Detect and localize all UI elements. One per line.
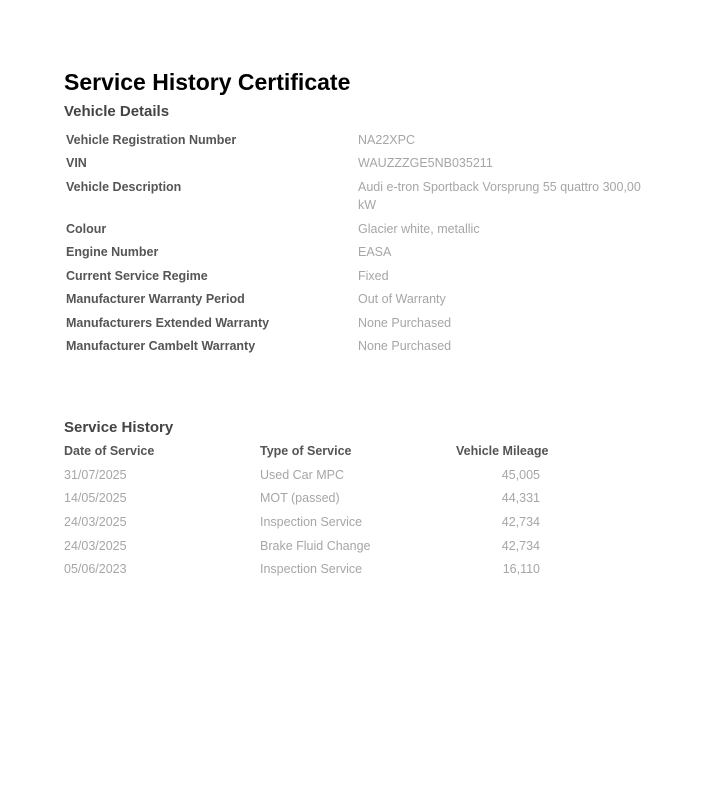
detail-label: Vehicle Registration Number bbox=[66, 132, 237, 147]
detail-row-cambelt-warranty bbox=[66, 335, 654, 359]
service-history-heading: Service History bbox=[64, 419, 174, 436]
vehicle-details-table bbox=[66, 128, 654, 358]
service-mileage: 44,331 bbox=[501, 491, 540, 506]
detail-row-extended-warranty bbox=[66, 311, 654, 335]
detail-row-vin bbox=[66, 152, 654, 176]
detail-row-engine-number bbox=[66, 241, 654, 265]
detail-value: EASA bbox=[358, 245, 392, 259]
column-header-mileage: Vehicle Mileage bbox=[456, 444, 549, 458]
detail-value: WAUZZZGE5NB035211 bbox=[358, 156, 493, 170]
detail-value: None Purchased bbox=[358, 315, 452, 330]
table-row bbox=[64, 513, 654, 537]
service-date: 31/07/2025 bbox=[64, 467, 127, 482]
service-mileage: 45,005 bbox=[501, 467, 540, 482]
detail-label: Vehicle Description bbox=[66, 179, 182, 194]
detail-row-colour bbox=[66, 217, 654, 241]
detail-label: Colour bbox=[66, 221, 107, 236]
detail-value: Out of Warranty bbox=[358, 292, 446, 306]
detail-label: Current Service Regime bbox=[66, 268, 208, 283]
detail-label: VIN bbox=[66, 156, 87, 170]
service-type: Inspection Service bbox=[260, 515, 363, 530]
service-mileage: 42,734 bbox=[501, 515, 540, 530]
detail-value: Glacier white, metallic bbox=[358, 221, 480, 236]
service-type: MOT (passed) bbox=[260, 491, 340, 506]
detail-row-warranty-period bbox=[66, 288, 654, 312]
detail-value: None Purchased bbox=[358, 339, 452, 353]
table-row bbox=[64, 537, 654, 561]
table-row bbox=[64, 489, 654, 513]
service-history-table bbox=[64, 442, 654, 584]
service-type: Used Car MPC bbox=[260, 467, 345, 482]
service-date: 14/05/2025 bbox=[64, 491, 127, 506]
service-date: 05/06/2023 bbox=[64, 562, 127, 577]
detail-row-registration bbox=[66, 128, 654, 152]
table-header-row bbox=[64, 442, 654, 466]
certificate-document bbox=[64, 66, 654, 584]
detail-label: Manufacturers Extended Warranty bbox=[66, 315, 270, 330]
detail-value: NA22XPC bbox=[358, 132, 415, 147]
service-mileage: 42,734 bbox=[501, 538, 540, 553]
detail-label: Manufacturer Cambelt Warranty bbox=[66, 339, 256, 353]
detail-value: Audi e-tron Sportback Vorsprung 55 quattro 300,00 kW bbox=[358, 179, 641, 212]
table-row bbox=[64, 560, 654, 584]
detail-label: Engine Number bbox=[66, 245, 159, 259]
page-title: Service History Certificate bbox=[64, 69, 351, 95]
detail-value: Fixed bbox=[358, 268, 389, 283]
table-row bbox=[64, 466, 654, 490]
service-date: 24/03/2025 bbox=[64, 538, 127, 553]
service-type: Brake Fluid Change bbox=[260, 538, 371, 553]
detail-row-description bbox=[66, 175, 654, 217]
column-header-date: Date of Service bbox=[64, 444, 155, 458]
service-type: Inspection Service bbox=[260, 562, 363, 577]
detail-row-service-regime bbox=[66, 264, 654, 288]
vehicle-details-heading: Vehicle Details bbox=[64, 103, 170, 120]
service-mileage: 16,110 bbox=[502, 562, 540, 577]
service-date: 24/03/2025 bbox=[64, 515, 127, 530]
detail-label: Manufacturer Warranty Period bbox=[66, 292, 245, 306]
column-header-type: Type of Service bbox=[260, 444, 352, 458]
